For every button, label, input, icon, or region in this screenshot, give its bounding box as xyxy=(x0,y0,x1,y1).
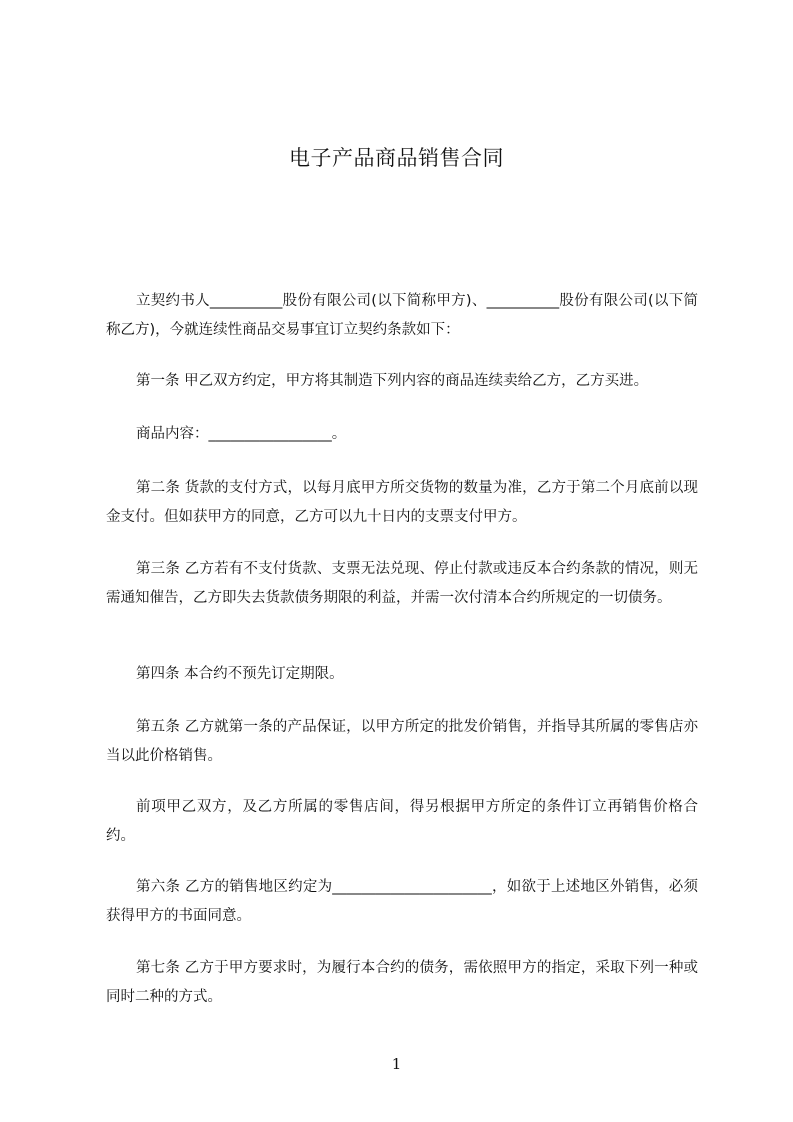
article-4-paragraph: 第四条 本合约不预先订定期限。 xyxy=(136,666,344,682)
preamble-paragraph: 立契约书人__________股份有限公司(以下简称甲方)、__________股份有限公司(以下简称乙方)，今就连续性商品交易事宜订立契约条款如下： xyxy=(106,293,698,338)
article-5-supplement-paragraph: 前项甲乙双方，及乙方所属的零售店间，得另根据甲方所定的条件订立再销售价格合约。 xyxy=(106,799,698,844)
page-number: 1 xyxy=(391,1055,402,1073)
document-title: 电子产品商品销售合同 xyxy=(289,146,504,170)
article-7-paragraph: 第七条 乙方于甲方要求时，为履行本合约的债务，需依照甲方的指定，采取下列一种或同时二种的方式。 xyxy=(106,960,698,1005)
article-6-paragraph: 第六条 乙方的销售地区约定为______________________，如欲于上述地区外销售，必须获得甲方的书面同意。 xyxy=(106,879,698,924)
article-3-paragraph: 第三条 乙方若有不支付货款、支票无法兑现、停止付款或违反本合约条款的情况，则无需通知催告，乙方即失去货款债务期限的利益，并需一次付清本合约所规定的一切债务。 xyxy=(106,561,698,606)
product-content-paragraph: 商品内容：_________________。 xyxy=(136,426,347,442)
article-1-paragraph: 第一条 甲乙双方约定，甲方将其制造下列内容的商品连续卖给乙方，乙方买进。 xyxy=(136,373,649,389)
article-2-paragraph: 第二条 货款的支付方式，以每月底甲方所交货物的数量为准，乙方于第二个月底前以现金支付。但如获甲方的同意，乙方可以九十日内的支票支付甲方。 xyxy=(106,480,698,525)
article-5-paragraph: 第五条 乙方就第一条的产品保证，以甲方所定的批发价销售，并指导其所属的零售店亦当以此价格销售。 xyxy=(106,719,698,764)
